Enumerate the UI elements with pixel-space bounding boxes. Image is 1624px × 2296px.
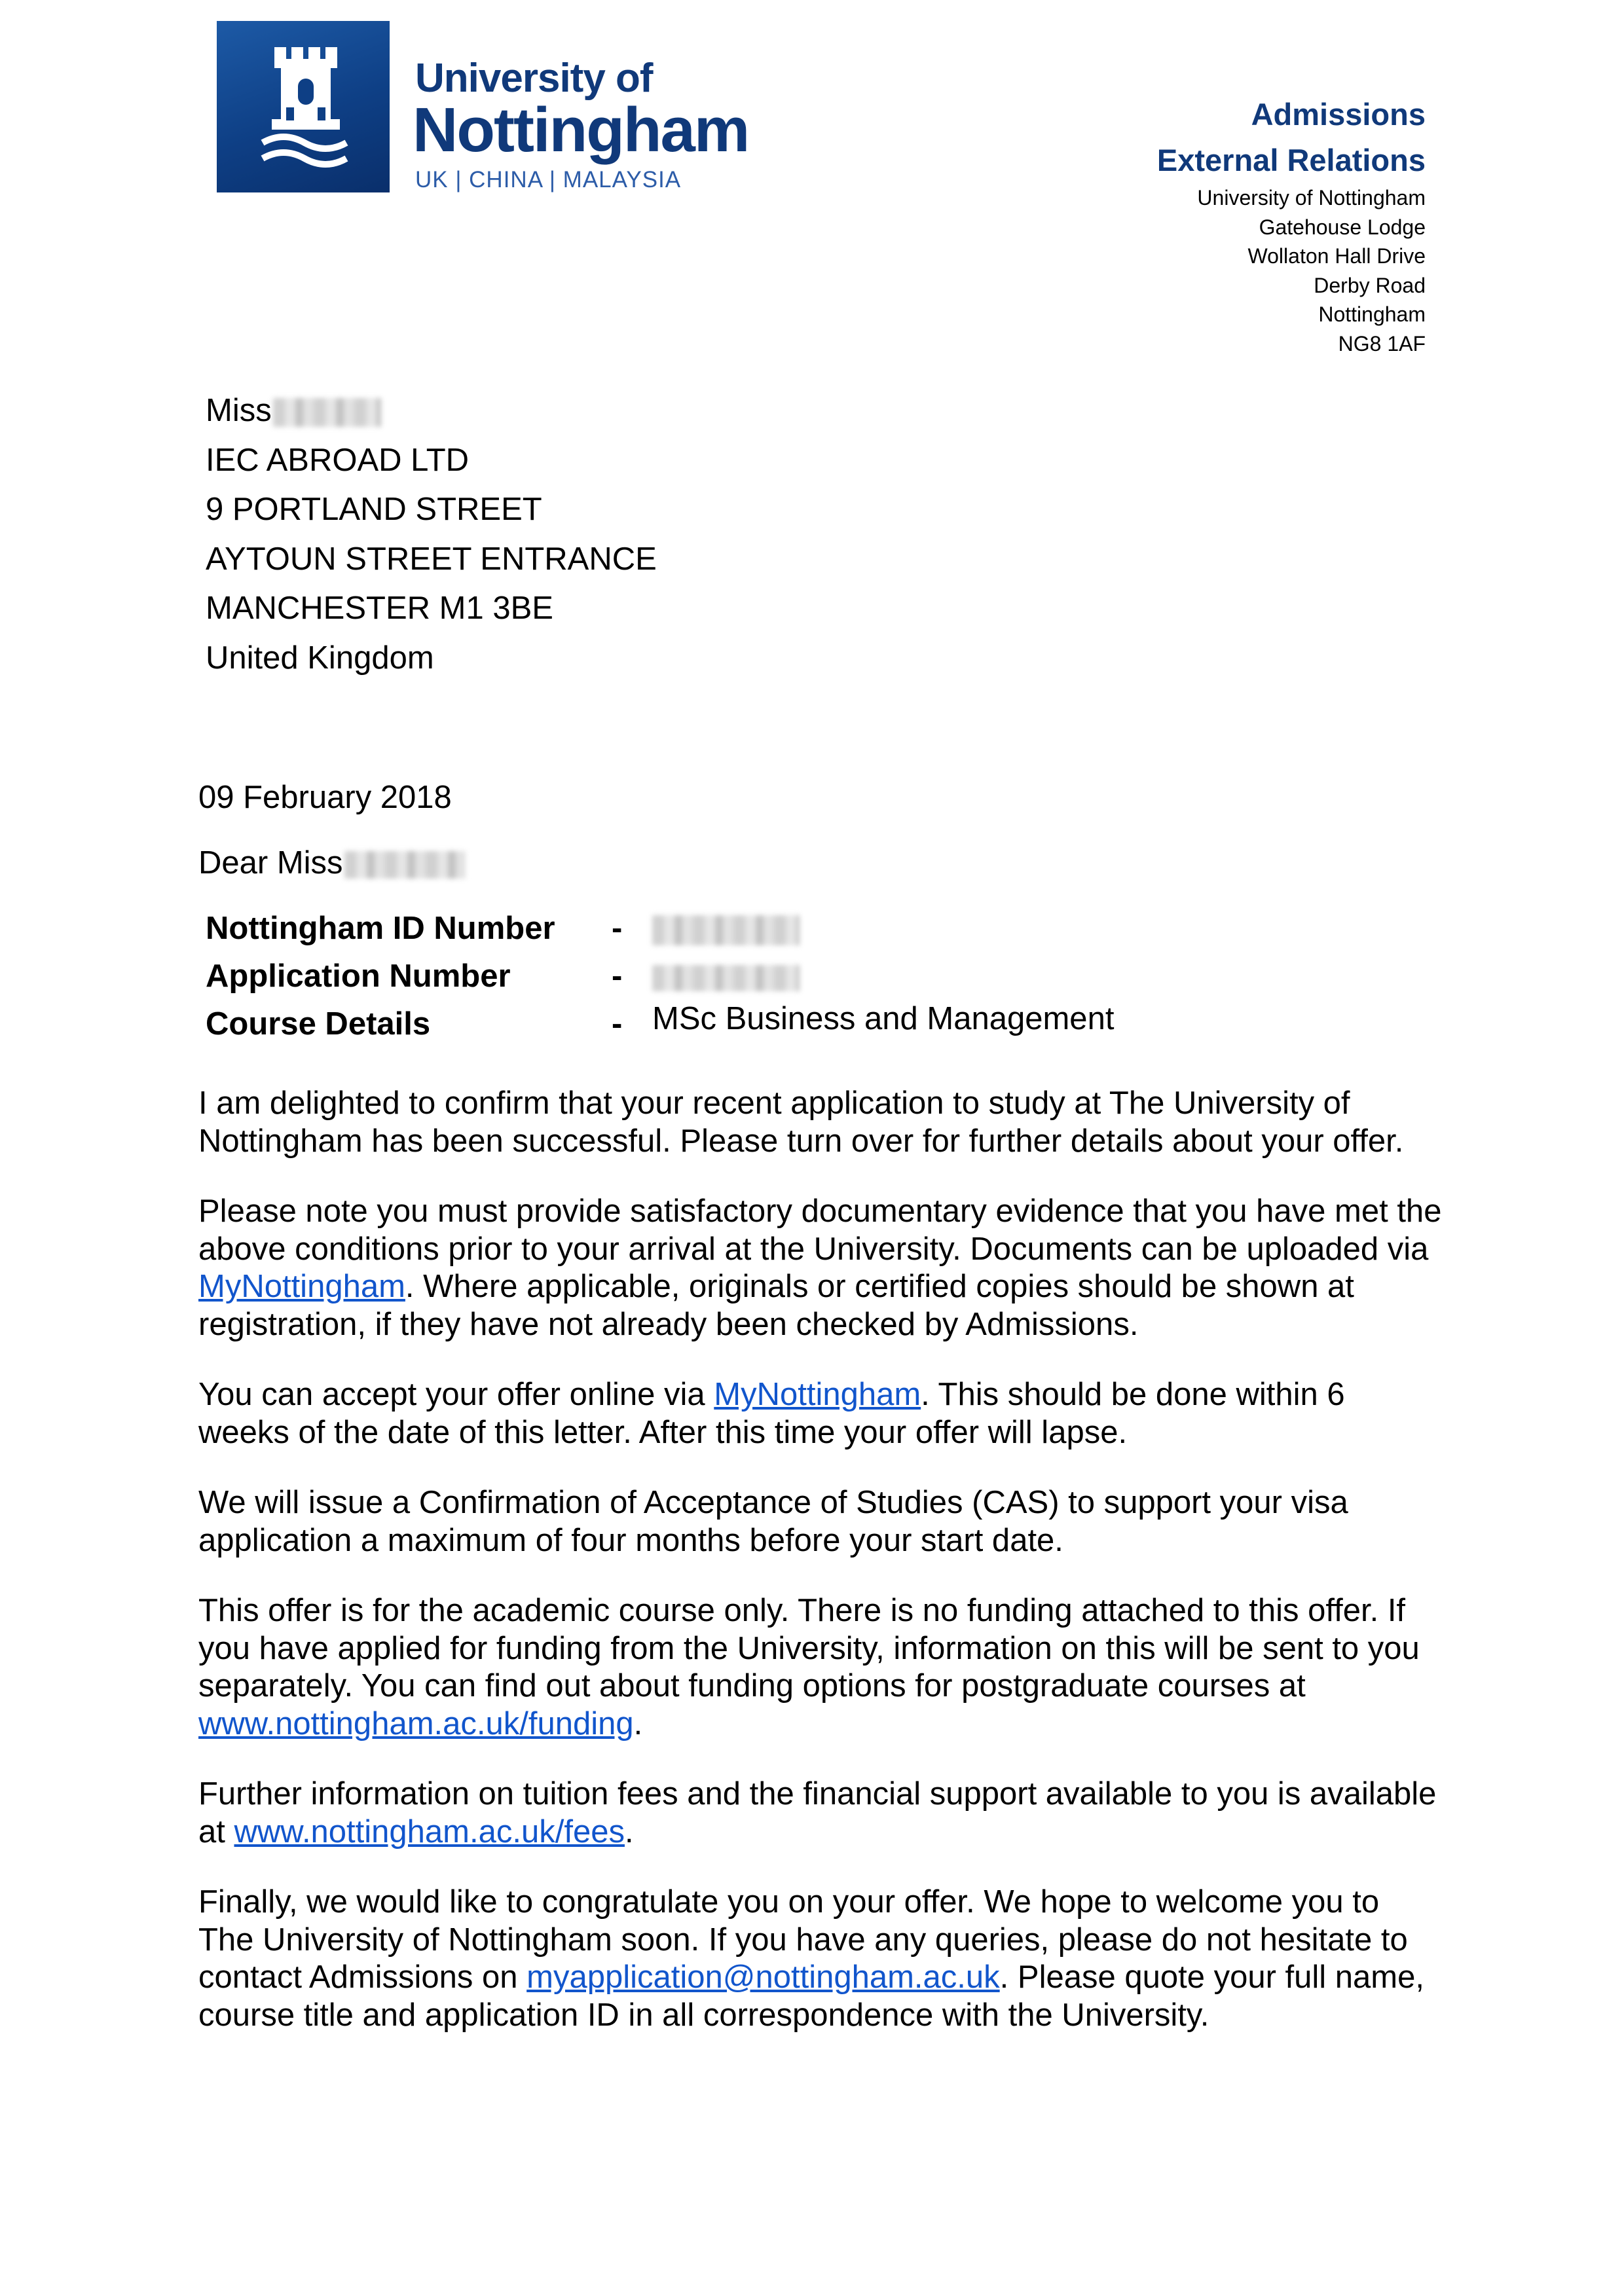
fees-link[interactable]: www.nottingham.ac.uk/fees — [234, 1813, 625, 1850]
logo-university-of: University of — [415, 56, 653, 101]
paragraph-accept-offer — [198, 1376, 1443, 1451]
university-crest-logo — [217, 21, 390, 192]
paragraph-text: . This should be done within 6 weeks of the date of this letter. After this time your offer will lapse. — [198, 1377, 1345, 1450]
salutation — [198, 845, 466, 881]
recipient-address-line: 9 PORTLAND STREET — [206, 492, 542, 527]
funding-link[interactable]: www.nottingham.ac.uk/funding — [198, 1705, 634, 1741]
paragraph-text: . — [633, 1705, 643, 1741]
mynottingham-link[interactable]: MyNottingham — [198, 1269, 405, 1304]
admissions-email-link[interactable]: myapplication@nottingham.ac.uk — [526, 1959, 1000, 1995]
redacted-id — [652, 915, 800, 945]
ref-value-redacted — [652, 910, 800, 947]
paragraph-text: Further information on tuition fees and the financial support available to you is available at — [198, 1776, 1437, 1850]
salutation-text: Dear Miss — [198, 845, 343, 881]
course-details-value: MSc Business and Management — [652, 1001, 1115, 1036]
paragraph-confirmation: I am delighted to confirm that your recent application to study at The University of Nottingham has been successful. Please turn over for further details about your offer. — [198, 1085, 1404, 1159]
sender-department: Admissions — [1251, 97, 1426, 132]
sender-address-line: NG8 1AF — [1338, 331, 1426, 355]
ref-dash: - — [612, 958, 623, 994]
ref-dash: - — [612, 1006, 623, 1042]
logo-campuses: UK | CHINA | MALAYSIA — [415, 167, 682, 192]
paragraph-fees — [198, 1776, 1443, 1851]
paragraph-text: You can accept your offer online via — [198, 1377, 714, 1412]
recipient-title: Miss — [206, 393, 272, 428]
mynottingham-link[interactable]: MyNottingham — [714, 1377, 921, 1412]
paragraph-text: Please note you must provide satisfactory documentary evidence that you have met the above conditions prior to your arrival at the University. Documents can be uploaded via — [198, 1194, 1442, 1267]
paragraph-text: . Where applicable, originals or certified copies should be shown at registration, if they have not already been checked by Admissions. — [198, 1269, 1354, 1342]
letter-date: 09 February 2018 — [198, 780, 452, 815]
sender-address-line: Derby Road — [1314, 273, 1426, 297]
paragraph-cas: We will issue a Confirmation of Acceptance of Studies (CAS) to support your visa application a maximum of four months before your start date. — [198, 1485, 1348, 1558]
sender-address-line: Gatehouse Lodge — [1259, 215, 1426, 239]
sender-address-line: University of Nottingham — [1197, 186, 1426, 210]
redacted-name — [273, 398, 381, 427]
sender-address-line: Wollaton Hall Drive — [1247, 244, 1426, 268]
letter-body — [198, 1085, 1443, 2067]
recipient-address-line: United Kingdom — [206, 640, 434, 676]
sender-address-block — [1157, 92, 1426, 358]
sender-address-line: Nottingham — [1318, 302, 1426, 326]
paragraph-congratulations — [198, 1884, 1443, 2034]
castle-icon — [217, 21, 390, 192]
paragraph-text: . Please quote your full name, course title and application ID in all correspondence with the University. — [198, 1959, 1424, 2033]
ref-value-redacted — [652, 958, 800, 994]
paragraph-text: Finally, we would like to congratulate you on your offer. We hope to welcome you to The University of Nottingham soon. If you have any queries, please do not hesitate to contact Admissions on — [198, 1884, 1408, 1995]
redacted-name — [344, 851, 466, 879]
recipient-name-line — [206, 386, 657, 436]
paragraph-text: . — [624, 1813, 634, 1850]
recipient-address-line: IEC ABROAD LTD — [206, 442, 470, 478]
recipient-address-line: MANCHESTER M1 3BE — [206, 591, 553, 626]
paragraph-text: This offer is for the academic course only. There is no funding attached to this offer. If you have applied for funding from the University, information on this will be sent to you separately. You can find out about funding options for postgraduate courses at — [198, 1593, 1420, 1704]
recipient-address-line: AYTOUN STREET ENTRANCE — [206, 541, 657, 577]
ref-dash: - — [612, 911, 623, 946]
recipient-address-block — [206, 386, 657, 683]
ref-label: Nottingham ID Number — [206, 911, 555, 946]
paragraph-funding — [198, 1592, 1443, 1743]
paragraph-documents — [198, 1193, 1443, 1343]
redacted-application-number — [652, 965, 800, 991]
logo-nottingham: Nottingham — [413, 95, 749, 165]
sender-subdepartment: External Relations — [1156, 143, 1426, 177]
ref-label: Application Number — [206, 958, 511, 994]
ref-label: Course Details — [206, 1006, 431, 1042]
